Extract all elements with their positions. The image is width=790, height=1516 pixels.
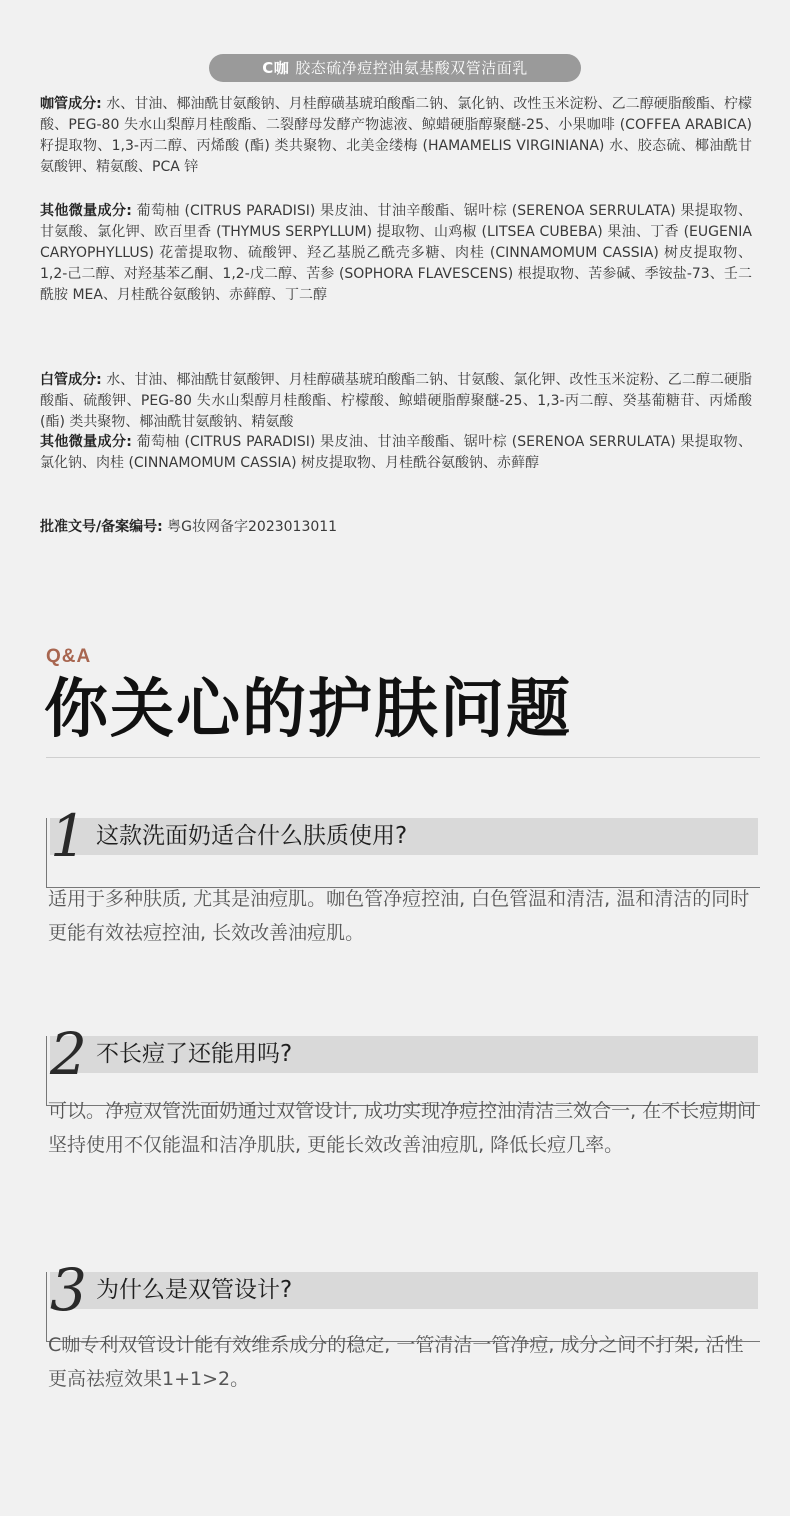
- answer-1: 适用于多种肤质, 尤其是油痘肌。咖色管净痘控油, 白色管温和清洁, 温和清洁的同时更能有效祛痘控油, 长效改善油痘肌。: [48, 888, 750, 944]
- qa-divider: [46, 757, 760, 758]
- coffee-tube-text: 水、甘油、椰油酰甘氨酸钠、月桂醇磺基琥珀酸酯二钠、氯化钠、改性玉米淀粉、乙二醇硬脂酸酯、柠檬酸、PEG-80 失水山梨醇月桂酸酯、二裂酵母发酵产物滤液、鲸蜡硬脂醇聚醚-25、小果咖啡 (COFFEA ARABICA) 籽提取物、1,3-丙二醇、丙烯酸 (酯) 类共聚物、北美金缕梅 (HAMAMELIS VIRGINIANA) 水、胶态硫、椰油酰甘氨酸钾、精氨酸、PCA 锌: [40, 96, 752, 175]
- white-tube-label: 白管成分:: [40, 372, 102, 388]
- approval-label: 批准文号/备案编号:: [40, 519, 163, 535]
- white-trace-label: 其他微量成分:: [40, 434, 132, 450]
- white-tube-ingredients: [40, 370, 752, 433]
- question-text: 为什么是双管设计?: [96, 1277, 293, 1303]
- qa-tag: Q&A: [46, 646, 92, 667]
- frame-line: [46, 1036, 47, 1106]
- white-trace-text: 葡萄柚 (CITRUS PARADISI) 果皮油、甘油辛酸酯、锯叶棕 (SERENOA SERRULATA) 果提取物、氯化钠、肉桂 (CINNAMOMUM CASSIA) 树皮提取物、月桂酰谷氨酸钠、赤藓醇: [40, 434, 752, 471]
- brand-logo: C咖: [262, 59, 290, 77]
- coffee-tube-label: 咖管成分:: [40, 96, 102, 112]
- white-tube-text: 水、甘油、椰油酰甘氨酸钾、月桂醇磺基琥珀酸酯二钠、甘氨酸、氯化钾、改性玉米淀粉、乙二醇二硬脂酸酯、硫酸钾、PEG-80 失水山梨醇月桂酸酯、柠檬酸、鲸蜡硬脂醇聚醚-25、1,3-丙二醇、癸基葡糖苷、丙烯酸 (酯) 类共聚物、椰油酰甘氨酸钠、精氨酸: [40, 372, 752, 430]
- answer-2: 可以。净痘双管洗面奶通过双管设计, 成功实现净痘控油清洁三效合一, 在不长痘期间坚持使用不仅能温和洁净肌肤, 更能长效改善油痘肌, 降低长痘几率。: [48, 1100, 757, 1156]
- question-number: 3: [50, 1256, 87, 1324]
- product-name-banner: [209, 54, 581, 82]
- question-number: 1: [50, 802, 87, 870]
- question-1: [46, 802, 760, 888]
- question-text: 这款洗面奶适合什么肤质使用?: [96, 823, 408, 849]
- coffee-trace-text: 葡萄柚 (CITRUS PARADISI) 果皮油、甘油辛酸酯、锯叶棕 (SERENOA SERRULATA) 果提取物、甘氨酸、氯化钾、欧百里香 (THYMUS SERPYLLUM) 提取物、山鸡椒 (LITSEA CUBEBA) 果油、丁香 (EUGENIA CARYOPHYLLUS) 花蕾提取物、硫酸钾、羟乙基脱乙酰壳多糖、肉桂 (CINNAMOMUM CASSIA) 树皮提取物、1,2-己二醇、对羟基苯乙酮、1,2-戊二醇、苦参 (SOPHORA FLAVESCENS) 根提取物、苦参碱、季铵盐-73、壬二酰胺 MEA、月桂酰谷氨酸钠、赤藓醇、丁二醇: [40, 203, 752, 303]
- approval-value: 粤G妆网备字2023013011: [162, 519, 338, 535]
- question-text: 不长痘了还能用吗?: [96, 1041, 293, 1067]
- coffee-tube-ingredients: [40, 94, 752, 178]
- frame-line: [46, 1272, 47, 1342]
- coffee-trace-ingredients: [40, 201, 752, 306]
- question-number: 2: [50, 1020, 87, 1088]
- answer-3: C咖专利双管设计能有效维系成分的稳定, 一管清洁一管净痘, 成分之间不打架, 活性更高祛痘效果1+1>2。: [48, 1334, 744, 1390]
- coffee-trace-label: 其他微量成分:: [40, 203, 132, 219]
- qa-title: 你关心的护肤问题: [44, 673, 572, 747]
- frame-line: [46, 818, 47, 888]
- approval-number: [40, 516, 337, 536]
- white-trace-ingredients: [40, 432, 752, 474]
- product-name: 胶态硫净痘控油氨基酸双管洁面乳: [295, 59, 528, 77]
